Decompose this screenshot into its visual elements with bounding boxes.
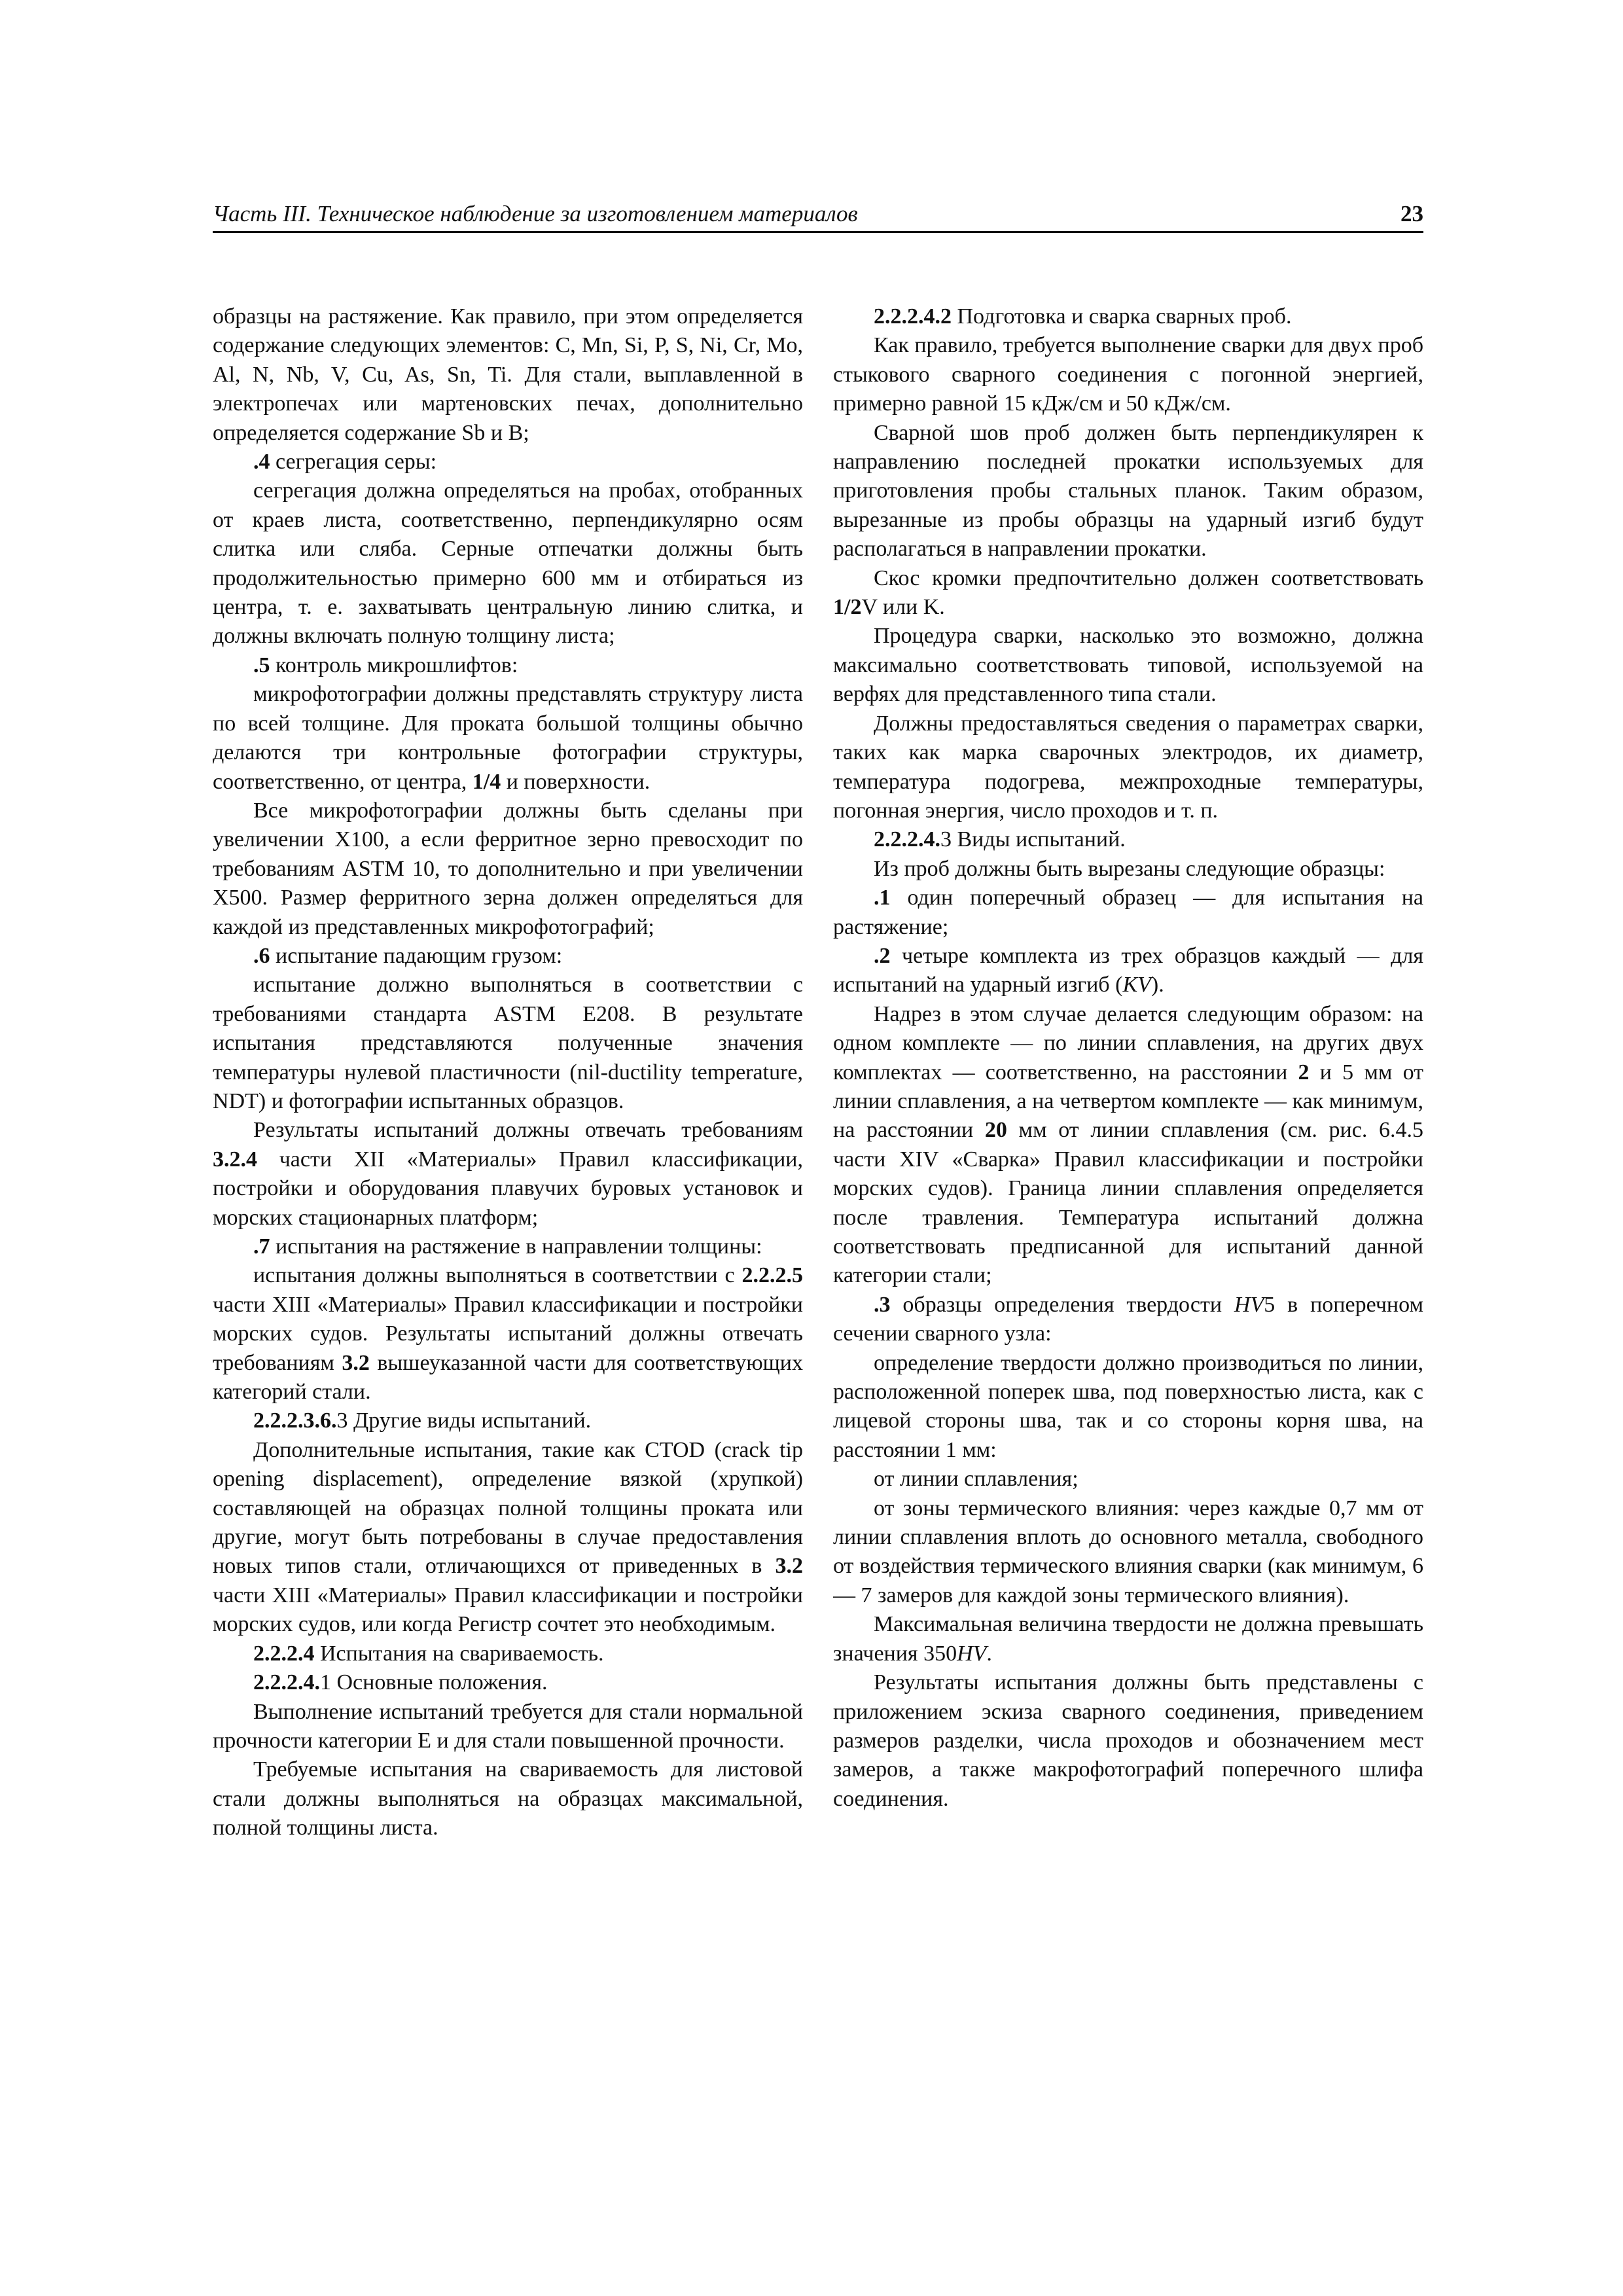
text-segment: контроль микрошлифтов:	[270, 653, 518, 677]
paragraph	[833, 302, 1423, 331]
text-segment: .	[986, 1641, 992, 1666]
paragraph	[213, 1232, 803, 1261]
text-segment: микрофотографии должны представлять структуру листа по всей толщине. Для проката большой толщины обычно делаются три контрольные фотографии структуры, соответственно, от центра,	[213, 682, 803, 794]
paragraph	[213, 1755, 803, 1842]
text-segment: испытание падающим грузом:	[270, 943, 563, 968]
bold-text-segment: .3	[874, 1292, 891, 1317]
left-column	[213, 302, 803, 2070]
bold-text-segment: 2.2.2.5	[741, 1263, 803, 1288]
italic-text-segment: KV	[1122, 973, 1151, 997]
paragraph	[833, 825, 1423, 854]
paragraph	[833, 331, 1423, 418]
bold-text-segment: .2	[874, 943, 891, 968]
text-segment: и 5 мм от линии сплавления, а на четвертом комплекте — как минимум, на расстоянии	[833, 1060, 1423, 1143]
text-segment: Испытания на свариваемость.	[314, 1641, 604, 1666]
text-segment: испытание должно выполняться в соответствии с требованиями стандарта ASTM E208. В результате испытания представляются полученные значения температуры нулевой пластичности (nil-ductility temperature, NDT) и фотографии испытанных образцов.	[213, 973, 803, 1113]
text-segment: Результаты испытаний должны отвечать требованиям	[253, 1118, 803, 1143]
running-title: Часть III. Техническое наблюдение за изготовлением материалов	[213, 201, 858, 226]
bold-text-segment: 3.2	[342, 1350, 370, 1375]
bold-text-segment: 20	[984, 1118, 1007, 1143]
paragraph	[833, 1668, 1423, 1814]
italic-text-segment: HV	[957, 1641, 987, 1666]
bold-text-segment: 3.2	[775, 1554, 803, 1579]
text-segment: образцы на растяжение. Как правило, при этом определяется содержание следующих элементов: C, Mn, Si, P, S, Ni, Cr, Mo, Al, N, Nb, V, Cu, As, Sn, Ti. Для стали, выплавленной в электропечах или мартеновских печах, дополнительно определяется содержание Sb и B;	[213, 304, 803, 445]
bold-text-segment: 2.2.2.4.	[874, 827, 940, 852]
text-segment: Выполнение испытаний требуется для стали нормальной прочности категории E и для стали повышенной прочности.	[213, 1699, 803, 1753]
italic-text-segment: HV	[1234, 1292, 1264, 1317]
bold-text-segment: 2.2.2.4.2	[874, 304, 952, 329]
bold-text-segment: 3.2.4	[213, 1147, 257, 1172]
text-segment: сегрегация должна определяться на пробах, отобранных от краев листа, соответственно, перпендикулярно осям слитка или сляба. Серные отпечатки должны быть продолжительностью примерно 600 мм и отбираться из центра, т. е. захватывать центральную линию слитка, и должны включать полную толщину листа;	[213, 478, 803, 649]
text-segment: Все микрофотографии должны быть сделаны при увеличении X100, а если ферритное зерно превосходит по требованиям ASTM 10, то дополнительно и при увеличении X500. Размер ферритного зерна должен определяться для каждой из представленных микрофотографий;	[213, 798, 803, 939]
bold-text-segment: .5	[253, 653, 270, 677]
text-segment: Как правило, требуется выполнение сварки для двух проб стыкового сварного соединения с погонной энергией, примерно равной 15 кДж/см и 50 кДж/см.	[833, 333, 1423, 416]
text-segment: 5 в поперечном сечении сварного узла:	[833, 1292, 1423, 1346]
text-segment: один поперечный образец — для испытания на растяжение;	[833, 886, 1423, 939]
paragraph	[213, 797, 803, 942]
bold-text-segment: 2.2.2.4	[253, 1641, 315, 1666]
bold-text-segment: .6	[253, 943, 270, 968]
text-segment: Должны предоставляться сведения о параметрах сварки, таких как марка сварочных электродов, их диаметр, температура подогрева, межпроходные температуры, погонная энергия, число проходов и т. п.	[833, 711, 1423, 823]
paragraph	[213, 448, 803, 476]
text-segment: Процедура сварки, насколько это возможно, должна максимально соответствовать типовой, используемой на верфях для представленного типа стали.	[833, 624, 1423, 707]
paragraph	[833, 1465, 1423, 1494]
body-text	[213, 302, 1423, 2070]
paragraph	[833, 1000, 1423, 1291]
paragraph	[213, 1116, 803, 1232]
text-segment: Надрез в этом случае делается следующим образом: на одном комплекте — по линии сплавления, на других двух комплектах — соответственно, на расстоянии	[833, 1001, 1423, 1085]
text-segment: образцы определения твердости	[890, 1292, 1234, 1317]
text-segment: 3 Виды испытаний.	[940, 827, 1126, 852]
running-head	[213, 196, 1423, 233]
text-segment: Из проб должны быть вырезаны следующие образцы:	[874, 856, 1385, 881]
text-segment: от зоны термического влияния: через каждые 0,7 мм от линии сплавления вплоть до основного металла, свободного от воздействия термического влияния сварки (как минимум, 6 — 7 замеров для каждой зоны термического влияния).	[833, 1496, 1423, 1607]
text-segment: сегрегация серы:	[270, 450, 437, 475]
text-segment: V или K.	[861, 595, 945, 620]
text-segment: ).	[1150, 973, 1164, 997]
paragraph	[213, 1407, 803, 1435]
paragraph	[213, 1640, 803, 1668]
paragraph	[833, 709, 1423, 826]
paragraph	[833, 1610, 1423, 1668]
paragraph	[833, 855, 1423, 884]
paragraph	[833, 1349, 1423, 1465]
text-segment: от линии сплавления;	[874, 1467, 1079, 1492]
paragraph	[213, 651, 803, 680]
text-segment: Дополнительные испытания, такие как CTOD (crack tip opening displacement), определение вязкой (хрупкой) составляющей на образцах полной толщины проката или другие, могут быть потребованы в случае предоставления новых типов стали, отличающихся от приведенных в	[213, 1437, 803, 1579]
paragraph	[833, 1494, 1423, 1611]
bold-text-segment: 2	[1298, 1060, 1310, 1085]
text-segment: и поверхности.	[501, 769, 651, 794]
text-segment: части XII «Материалы» Правил классификации, постройки и оборудования плавучих буровых установок и морских стационарных платформ;	[213, 1147, 803, 1230]
text-segment: 1 Основные положения.	[320, 1670, 548, 1695]
text-segment: четыре комплекта из трех образцов каждый — для испытаний на ударный изгиб (	[833, 943, 1423, 997]
text-segment: испытания должны выполняться в соответствии с	[253, 1263, 742, 1288]
bold-text-segment: 2.2.2.4.	[253, 1670, 320, 1695]
page-number: 23	[1400, 201, 1423, 226]
bold-text-segment: 1/4	[472, 769, 501, 794]
paragraph	[213, 1436, 803, 1640]
paragraph	[833, 564, 1423, 622]
paragraph	[833, 884, 1423, 942]
paragraph	[833, 1291, 1423, 1349]
right-column	[833, 302, 1423, 2070]
text-segment: Максимальная величина твердости не должна превышать значения 350	[833, 1612, 1423, 1666]
bold-text-segment: .4	[253, 450, 270, 475]
text-segment: Результаты испытания должны быть представлены с приложением эскиза сварного соединения, приведением размеров разделки, числа проходов и обозначением мест замеров, а также макрофотографий поперечного шлифа соединения.	[833, 1670, 1423, 1811]
paragraph	[213, 971, 803, 1116]
paragraph	[213, 1668, 803, 1697]
paragraph	[213, 680, 803, 797]
paragraph	[213, 1261, 803, 1407]
text-segment: части XIII «Материалы» Правил классификации и постройки морских судов, или когда Регистр сочтет это необходимым.	[213, 1583, 803, 1637]
paragraph	[213, 1698, 803, 1756]
text-segment: Подготовка и сварка сварных проб.	[952, 304, 1292, 329]
text-segment: Сварной шов проб должен быть перпендикулярен к направлению последней прокатки используемых для приготовления пробы стальных планок. Таким образом, вырезанные из пробы образцы на ударный изгиб будут располагаться в направлении прокатки.	[833, 420, 1423, 562]
text-segment: испытания на растяжение в направлении толщины:	[270, 1234, 762, 1259]
text-segment: определение твердости должно производиться по линии, расположенной поперек шва, под поверхностью листа, как с лицевой стороны шва, так и со стороны корня шва, на расстоянии 1 мм:	[833, 1350, 1423, 1462]
text-segment: Требуемые испытания на свариваемость для листовой стали должны выполняться на образцах максимальной, полной толщины листа.	[213, 1757, 803, 1840]
text-segment: вышеуказанной части для соответствующих категорий стали.	[213, 1350, 803, 1405]
paragraph	[213, 942, 803, 971]
paragraph	[833, 622, 1423, 709]
bold-text-segment: 1/2	[833, 595, 862, 620]
text-segment: 3 Другие виды испытаний.	[336, 1408, 592, 1433]
paragraph	[833, 419, 1423, 564]
bold-text-segment: .7	[253, 1234, 270, 1259]
paragraph	[213, 302, 803, 448]
text-segment: части XIII «Материалы» Правил классификации и постройки морских судов. Результаты испытаний должны отвечать требованиям	[213, 1292, 803, 1375]
text-segment: Скос кромки предпочтительно должен соответствовать	[874, 565, 1423, 590]
text-segment: мм от линии сплавления (см. рис. 6.4.5 части XIV «Сварка» Правил классификации и постройки морских судов). Граница линии сплавления определяется после травления. Температура испытаний должна соответствовать предписанной для испытаний данной категории стали;	[833, 1118, 1423, 1288]
bold-text-segment: 2.2.2.3.6.	[253, 1408, 337, 1433]
paragraph	[213, 476, 803, 651]
bold-text-segment: .1	[874, 886, 891, 910]
paragraph	[833, 942, 1423, 1000]
